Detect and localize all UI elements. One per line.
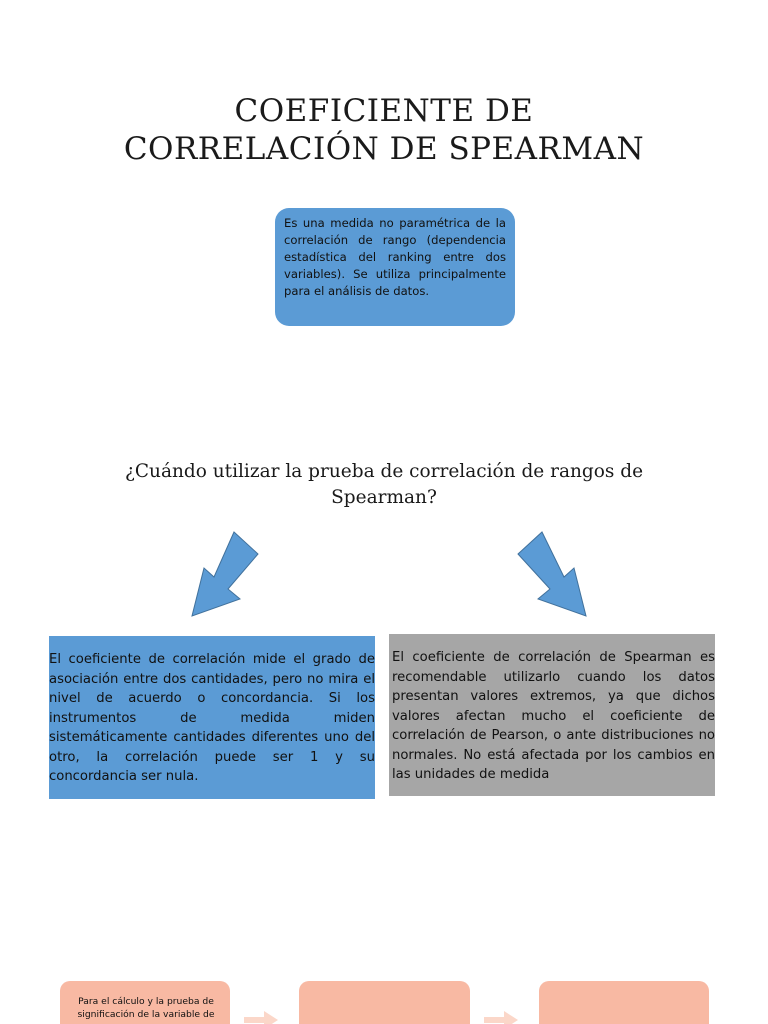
definition-text: Es una medida no paramétrica de la correlación de rango (dependencia estadística del ranking entre dos variables). Se utiliza principalmente para el análisis de datos.	[284, 216, 506, 298]
question-heading: ¿Cuándo utilizar la prueba de correlación de rangos de Spearman?	[124, 461, 644, 508]
arrow-down-left-icon	[188, 530, 262, 620]
definition-box	[275, 208, 515, 326]
left-info-box	[49, 636, 375, 799]
left-info-text: El coeficiente de correlación mide el grado de asociación entre dos cantidades, pero no mira el nivel de acuerdo o concordancia. Si los instrumentos de medida miden sistemáticamente cantidades diferentes uno del otro, la correlación puede ser 1 y su concordancia ser nula.	[49, 652, 375, 784]
page-title	[0, 92, 768, 168]
flow-arrow-1-icon	[244, 1010, 278, 1024]
flow-box-3	[539, 981, 709, 1024]
right-info-text: El coeficiente de correlación de Spearman es recomendable utilizarlo cuando los datos presentan valores extremos, ya que dichos valores afectan mucho el coeficiente de correlación de Pearson, o ante distribuciones no normales. No está afectada por los cambios en las unidades de medida	[392, 650, 715, 782]
flow-box-2	[299, 981, 470, 1024]
flow-box-1-text: Para el cálculo y la prueba de significación de la variable de	[77, 996, 215, 1020]
right-info-box	[389, 634, 715, 796]
page-title-line-2: CORRELACIÓN DE SPEARMAN	[123, 131, 645, 167]
flow-arrow-2-icon	[484, 1010, 518, 1024]
page-title-line-1: COEFICIENTE DE	[234, 93, 534, 129]
arrow-down-right-icon	[516, 530, 590, 620]
flow-box-1	[60, 981, 230, 1024]
